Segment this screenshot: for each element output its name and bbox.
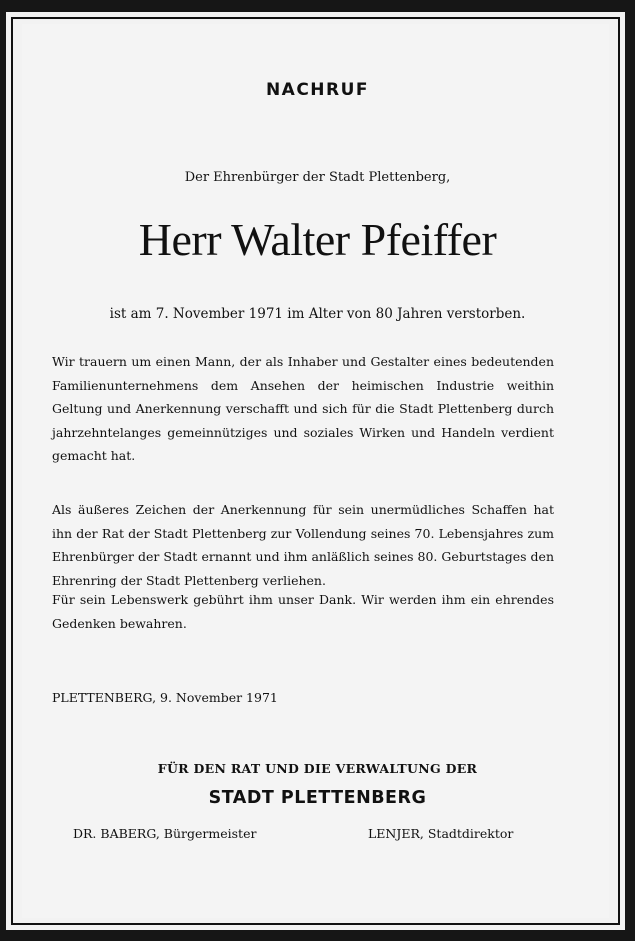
death-notice: ist am 7. November 1971 im Alter von 80 Jahren verstorben.	[109, 306, 526, 322]
signatory-director: LENJER, Stadtdirektor	[368, 826, 514, 841]
deceased-name: Herr Walter Pfeiffer	[138, 214, 497, 265]
place-date: PLETTENBERG, 9. November 1971	[52, 690, 278, 705]
signatory-mayor: DR. BABERG, Bürgermeister	[73, 826, 257, 841]
intro-line: Der Ehrenbürger der Stadt Plettenberg,	[184, 170, 451, 185]
tribute-paragraph: Wir trauern um einen Mann, der als Inhaber und Gestalter eines bedeutenden Familienunternehmens dem Ansehen der heimischen Industrie weithin Geltung und Anerkennung verschafft und sich für die Stadt Plettenberg durch jahrzehntelanges gemeinnütziges und soziales Wirken und Handeln verdient gemacht hat.	[52, 354, 554, 463]
city-name: STADT PLETTENBERG	[208, 788, 427, 808]
closing-paragraph: Für sein Lebenswerk gebührt ihm unser Dank. Wir werden ihm ein ehrendes Gedenken bewahren.	[52, 592, 554, 631]
honors-paragraph: Als äußeres Zeichen der Anerkennung für sein unermüdliches Schaffen hat ihn der Rat der Stadt Plettenberg zur Vollendung seines 70. Lebensjahres zum Ehrenbürger der Stadt ernannt und ihm anläßlich seines 80. Geburtstages den Ehrenring der Stadt Plettenberg verliehen.	[52, 502, 554, 588]
notice-body	[22, 24, 609, 918]
council-line: FÜR DEN RAT UND DIE VERWALTUNG DER	[157, 761, 478, 776]
notice-heading: NACHRUF	[265, 80, 370, 100]
